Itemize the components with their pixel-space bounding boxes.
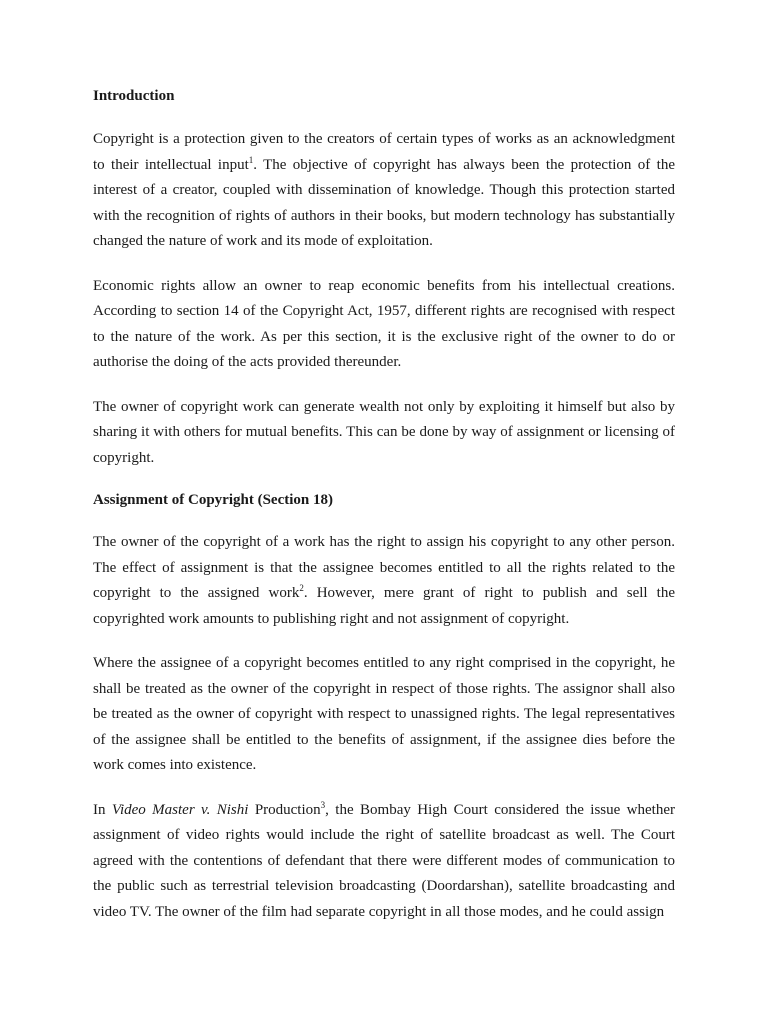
assignment-paragraph-1 <box>93 530 675 632</box>
intro-p1-text-b: . The objective of copyright has always been the protection of the interest of a creator, coupled with dissemination of knowledge. Though this protection started with the recognition of rights of authors in their books, but modern technology has substantially changed the nature of work and its mode of exploitation. <box>93 156 675 249</box>
footnote-ref-3[interactable]: 3 <box>320 799 326 810</box>
intro-paragraph-1 <box>93 127 675 255</box>
intro-paragraph-2: Economic rights allow an owner to reap economic benefits from his intellectual creations. According to section 14 of the Copyright Act, 1957, different rights are recognised with respect to the nature of the work. As per this section, it is the exclusive right of the owner to do or authorise the doing of the acts provided thereunder. <box>93 277 675 370</box>
assign-p1-text-a: The owner of the copyright of a work has the right to assign his copyright to any other person. The effect of assignment is that the assignee becomes entitled to all the rights related to the copyright to the assigned work <box>93 534 675 601</box>
assignment-paragraph-2: Where the assignee of a copyright becomes entitled to any right comprised in the copyright, he shall be treated as the owner of the copyright in respect of those rights. The assignor shall also be treated as the owner of copyright with respect to unassigned rights. The legal representatives of the assignee shall be entitled to the benefits of assignment, if the assignee dies before the work comes into existence. <box>93 655 675 773</box>
footnote-ref-1[interactable]: 1 <box>248 154 254 165</box>
document-page <box>93 86 675 925</box>
footnote-ref-2[interactable]: 2 <box>299 583 304 593</box>
assignment-paragraph-3 <box>93 798 675 926</box>
assignment-heading: Assignment of Copyright (Section 18) <box>93 492 333 508</box>
assign-p3-text-a: In <box>93 801 112 818</box>
case-name: Video Master v. Nishi <box>111 801 249 818</box>
intro-p1-text-a: Copyright is a protection given to the creators of certain types of works as an acknowledgment to their intellectual input <box>93 131 675 173</box>
assign-p1-text-b: . However, mere grant of right to publish and sell the copyrighted work amounts to publishing right and not assignment of copyright. <box>93 585 675 627</box>
intro-paragraph-3: The owner of copyright work can generate wealth not only by exploiting it himself but also by sharing it with others for mutual benefits. This can be done by way of assignment or licensing of copyright. <box>93 398 675 466</box>
assign-p3-text-c: , the Bombay High Court considered the issue whether assignment of video rights would include the right of satellite broadcast as well. The Court agreed with the contentions of defendant that there were different modes of communication to the public such as terrestrial television broadcasting (Doordarshan), satellite broadcasting and video TV. The owner of the film had separate copyright in all those modes, and he could assign <box>93 801 675 920</box>
introduction-heading: Introduction <box>93 88 175 104</box>
assign-p3-text-b: Production <box>248 801 321 818</box>
